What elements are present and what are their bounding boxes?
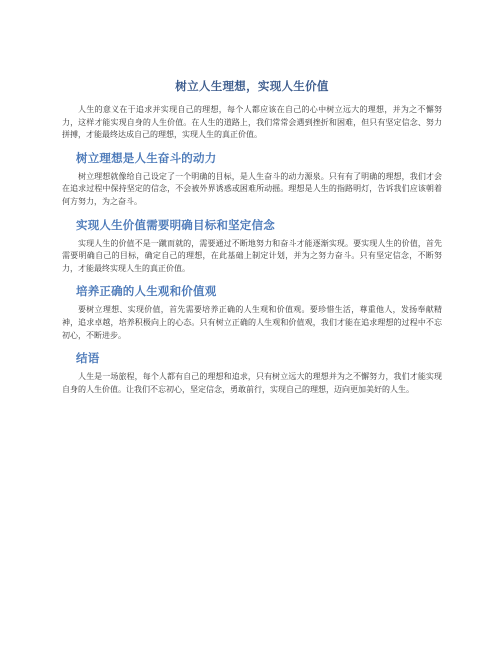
section-body-conclusion: 人生是一场旅程，每个人都有自己的理想和追求，只有树立远大的理想并为之不懈努力，我们才能实现自身的人生价值。让我们不忘初心，坚定信念，勇敢前行，实现自己的理想，迈向更加美好的人生。 (62, 372, 442, 394)
section-heading-motivation: 树立理想是人生奋斗的动力 (76, 150, 217, 165)
section-body-goals: 实现人生的价值不是一蹴而就的，需要通过不断地努力和奋斗才能逐渐实现。要实现人生的价值，首先需要明确自己的目标，确定自己的理想，在此基础上制定计划，并为之努力奋斗。只有坚定信念，不断努力，才能最终实现人生的真正价值。 (62, 238, 442, 273)
intro-paragraph: 人生的意义在于追求并实现自己的理想，每个人都应该在自己的心中树立远大的理想，并为之不懈努力，这样才能实现自身的人生价值。在人生的道路上，我们常常会遇到挫折和困难，但只有坚定信念、努力拼搏，才能最终达成自己的理想，实现人生的真正价值。 (62, 105, 442, 140)
section-body-values: 要树立理想、实现价值，首先需要培养正确的人生观和价值观。要珍惜生活，尊重他人，发扬奉献精神，追求卓越，培养积极向上的心态。只有树立正确的人生观和价值观，我们才能在追求理想的过程中不忘初心，不断进步。 (62, 305, 442, 340)
section-heading-values: 培养正确的人生观和价值观 (76, 284, 217, 299)
section-body-motivation: 树立理想就像给自己设定了一个明确的目标，是人生奋斗的动力源泉。只有有了明确的理想，我们才会在追求过程中保持坚定的信念，不会被外界诱惑或困难所动摇。理想是人生的指路明灯，告诉我们应该朝着何方努力，为之奋斗。 (62, 171, 442, 206)
document-title: 树立人生理想，实现人生价值 (175, 79, 329, 93)
section-heading-goals: 实现人生价值需要明确目标和坚定信念 (76, 217, 275, 232)
document-page (62, 78, 442, 396)
section-heading-conclusion: 结语 (76, 351, 100, 366)
